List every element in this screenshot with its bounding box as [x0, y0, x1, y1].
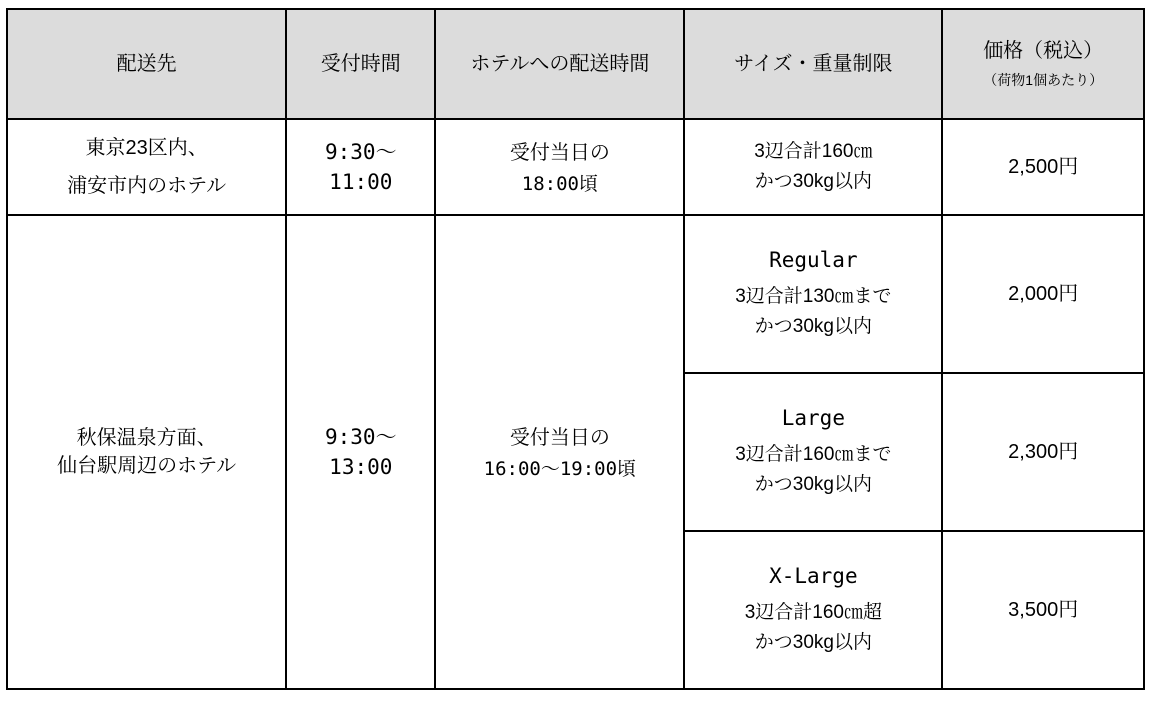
cell-price-xlarge: [942, 531, 1144, 689]
table-body: [7, 119, 1144, 689]
cell-size-limit-large: [684, 373, 942, 531]
column-header-size-weight-limit-label: サイズ・重量制限: [734, 52, 893, 75]
price-value: 2,500円: [1008, 155, 1079, 178]
cell-price-large: [942, 373, 1144, 531]
column-header-destination-label: 配送先: [116, 52, 177, 75]
table-row: [7, 215, 1144, 373]
size-limit-line-1: 3辺合計160㎝: [754, 140, 873, 162]
column-header-price-sublabel: （荷物1個あたり）: [983, 72, 1104, 89]
cell-size-limit-xlarge: [684, 531, 942, 689]
column-header-size-weight-limit: [684, 9, 942, 119]
cell-destination-sendai: [7, 215, 286, 689]
cell-hotel-delivery-time-tokyo: [435, 119, 684, 215]
size-label-xlarge: X-Large: [769, 564, 858, 589]
delivery-time-line-1: 受付当日の: [509, 426, 610, 449]
destination-line-2: 浦安市内のホテル: [67, 175, 227, 197]
price-value: 2,300円: [1008, 440, 1079, 463]
reception-time-line-1: 9:30〜: [325, 139, 397, 164]
cell-size-limit-tokyo: [684, 119, 942, 215]
column-header-destination: [7, 9, 286, 119]
delivery-fee-table: [6, 8, 1145, 690]
delivery-time-line-2: 16:00〜19:00頃: [483, 457, 637, 480]
cell-destination-tokyo: [7, 119, 286, 215]
cell-size-limit-regular: [684, 215, 942, 373]
reception-time-line-1: 9:30〜: [325, 424, 397, 449]
cell-hotel-delivery-time-sendai: [435, 215, 684, 689]
column-header-hotel-delivery-time: [435, 9, 684, 119]
price-value: 2,000円: [1008, 282, 1079, 305]
destination-line-1: 秋保温泉方面、: [76, 427, 217, 449]
size-label-regular: Regular: [769, 248, 858, 273]
size-label-large: Large: [781, 406, 845, 431]
cell-price-tokyo: [942, 119, 1144, 215]
size-limit-line-2: かつ30kg以内: [754, 316, 872, 338]
size-limit-line-2: かつ30kg以内: [754, 171, 872, 192]
size-limit-line-2: かつ30kg以内: [754, 474, 872, 496]
size-limit-line-2: かつ30kg以内: [754, 632, 872, 654]
cell-reception-time-sendai: [286, 215, 435, 689]
destination-line-1: 東京23区内、: [85, 137, 208, 159]
reception-time-line-2: 11:00: [329, 170, 393, 194]
price-value: 3,500円: [1008, 598, 1079, 621]
table-row: [7, 119, 1144, 215]
reception-time-line-2: 13:00: [329, 455, 393, 479]
delivery-time-line-2: 18:00頃: [521, 172, 598, 195]
table-header-row: [7, 9, 1144, 119]
column-header-hotel-delivery-time-label: ホテルへの配送時間: [470, 52, 650, 75]
column-header-price: [942, 9, 1144, 119]
fee-table-document: [0, 8, 1151, 710]
column-header-reception-time-label: 受付時間: [320, 52, 401, 75]
size-limit-line-1: 3辺合計130㎝まで: [735, 285, 892, 307]
size-limit-line-1: 3辺合計160㎝まで: [735, 443, 892, 465]
delivery-time-line-1: 受付当日の: [509, 141, 610, 164]
destination-line-2: 仙台駅周辺のホテル: [57, 455, 237, 477]
table-header: [7, 9, 1144, 119]
cell-price-regular: [942, 215, 1144, 373]
size-limit-line-1: 3辺合計160㎝超: [744, 601, 882, 623]
column-header-price-label: 価格（税込）: [983, 40, 1104, 63]
cell-reception-time-tokyo: [286, 119, 435, 215]
column-header-reception-time: [286, 9, 435, 119]
